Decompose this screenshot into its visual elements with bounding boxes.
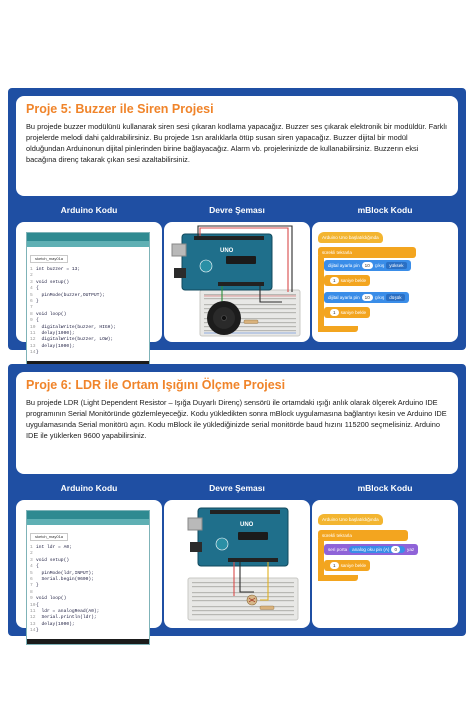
code-line: 13 delay(1000); — [30, 343, 75, 349]
digital-write-block-2: dijital ayarla pin 10 çıkış düşük — [324, 292, 409, 303]
code-line: 11 delay(1000); — [30, 331, 75, 337]
code-line: 6 } — [30, 299, 39, 305]
circuit-diagram-heading: Devre Şeması — [209, 483, 265, 493]
ide-toolbar — [27, 519, 149, 525]
project-5-circuit-panel — [164, 222, 310, 342]
arduino-code-heading: Arduino Kodu — [60, 483, 118, 493]
wait-block-1: 1 saniye bekle — [324, 275, 370, 286]
project-5-arduino-code-panel — [16, 222, 162, 356]
arduino-uno-board-icon — [172, 234, 272, 290]
code-line: 3 void setup() — [30, 279, 70, 285]
project-5-section — [8, 88, 466, 356]
project-6-description-card — [16, 372, 458, 474]
code-line: 2 — [30, 273, 33, 279]
circuit-diagram-heading: Devre Şeması — [209, 205, 265, 215]
project-5-description-card — [16, 96, 458, 196]
project-6-mblock-panel — [312, 500, 458, 628]
code-line: 2 — [30, 551, 33, 557]
project-6-title: Proje 6: LDR ile Ortam Işığını Ölçme Projesi — [26, 378, 286, 392]
code-line: 4 { — [30, 564, 39, 570]
forever-loop-block: sürekli tekrarla — [318, 530, 408, 541]
buzzer-icon — [207, 301, 241, 335]
code-line: 14} — [30, 350, 39, 356]
digital-write-block-1: dijital ayarla pin 10 çıkış yüksek — [324, 260, 411, 271]
code-listing — [27, 265, 149, 361]
event-block: Arduino Uno başlatıldığında — [318, 232, 383, 243]
project-5-title: Proje 5: Buzzer ile Siren Projesi — [26, 102, 214, 116]
code-line: 3 void setup() — [30, 557, 70, 563]
code-line: 10 digitalWrite(buzzer, HIGH); — [30, 324, 116, 330]
project-6-arduino-code-panel — [16, 500, 162, 634]
code-line: 11 ldr = analogRead(A0); — [30, 609, 100, 615]
arduino-code-heading: Arduino Kodu — [60, 205, 118, 215]
code-line: 7 — [30, 305, 33, 311]
worksheet-page — [8, 78, 466, 638]
project-5-description: Bu projede buzzer modülünü kullanarak siren sesi çıkaran kodlama yapacağız. Buzzer ses çıkarak elektronik bir modüldür. Farklı projelerde melodi dahi çaldırabilirsiniz. Bu projede 1sn aralıklarla ötüp susan siren yapacağız. Buzzer dijital bir modül olduğundan Arduinonun dijital pinlerinden birine bağlayacağız. Alarm vb. projelerinizde de kullanabilirsiniz. Buzzerın eksi bacağına direnç takarak çıkan sesi azaltabilirsiniz. — [26, 122, 448, 164]
resistor-icon — [244, 320, 258, 324]
code-line: 8 void loop() — [30, 311, 67, 317]
project-6-column-headings — [8, 483, 466, 497]
arduino-ide-window — [26, 510, 150, 645]
ide-sketch-tab: sketch_may01a — [30, 533, 68, 541]
svg-text:UNO: UNO — [220, 248, 234, 254]
ide-title-bar — [27, 233, 149, 241]
code-line: 9 void loop() — [30, 596, 67, 602]
forever-loop-end — [318, 326, 358, 332]
code-line: 7 } — [30, 583, 39, 589]
project-6-circuit-panel — [164, 500, 310, 628]
ide-console — [27, 639, 149, 644]
arduino-uno-board-icon — [188, 508, 288, 566]
wait-block: 1 saniye bekle — [324, 560, 370, 571]
ldr-circuit-diagram — [164, 500, 310, 628]
code-line: 13 delay(1000); — [30, 621, 75, 627]
ldr-sensor-icon — [247, 595, 257, 605]
svg-text:UNO: UNO — [240, 522, 254, 528]
ide-sketch-tab: sketch_may01a — [30, 255, 68, 263]
code-line: 8 — [30, 589, 33, 595]
code-line: 5 pinMode(ldr,INPUT); — [30, 570, 94, 576]
forever-loop-block: sürekli tekrarla — [318, 247, 416, 258]
code-line: 6 Serial.begin(9600); — [30, 577, 94, 583]
event-block: Arduino Uno başlatıldığında — [318, 514, 383, 525]
project-6-section — [8, 364, 466, 636]
code-listing — [27, 543, 149, 639]
code-line: 12 digitalWrite(buzzer, LOW); — [30, 337, 114, 343]
code-line: 5 pinMode(buzzer,OUTPUT); — [30, 292, 105, 298]
resistor-icon — [260, 606, 274, 610]
wait-block-2: 1 saniye bekle — [324, 307, 370, 318]
code-line: 1 int ldr = A0; — [30, 545, 72, 550]
code-line: 1 int buzzer = 13; — [30, 267, 81, 272]
buzzer-circuit-diagram — [164, 222, 310, 342]
code-line: 10{ — [30, 602, 39, 608]
code-line: 4 { — [30, 286, 39, 292]
serial-print-block: seri porta analog oku pin (A) 0 yaz — [324, 544, 418, 555]
arduino-ide-window — [26, 232, 150, 367]
project-6-description: Bu projede LDR (Light Dependent Resistor – Işığa Duyarlı Direnç) sensörü ile ortamdaki ışığı anlık olarak ölçerek Arduino IDE programının Serial Monitöründe gözlemleyeceğiz. Kodu yükledikten sonra mBlock uygulamasına bağlantıyı kesin ve Arduino IDE uygulamasında Serial monitörü açın. Kodu mBlock ile yüklediğinizde serial monitörde baud hızını 115200 seçmelisiniz. Arduino IDE ile yüklerken 9600 yapabilirsiniz. — [26, 398, 447, 440]
ide-toolbar — [27, 241, 149, 247]
code-line: 14} — [30, 628, 39, 634]
forever-loop-end — [318, 575, 358, 581]
code-line: 9 { — [30, 318, 39, 324]
ide-title-bar — [27, 511, 149, 519]
mblock-code-heading: mBlock Kodu — [357, 483, 413, 493]
code-line: 12 Serial.println(ldr); — [30, 615, 97, 621]
breadboard-icon — [188, 578, 298, 620]
project-5-column-headings — [8, 205, 466, 219]
project-5-mblock-panel — [312, 222, 458, 342]
mblock-code-heading: mBlock Kodu — [357, 205, 413, 215]
